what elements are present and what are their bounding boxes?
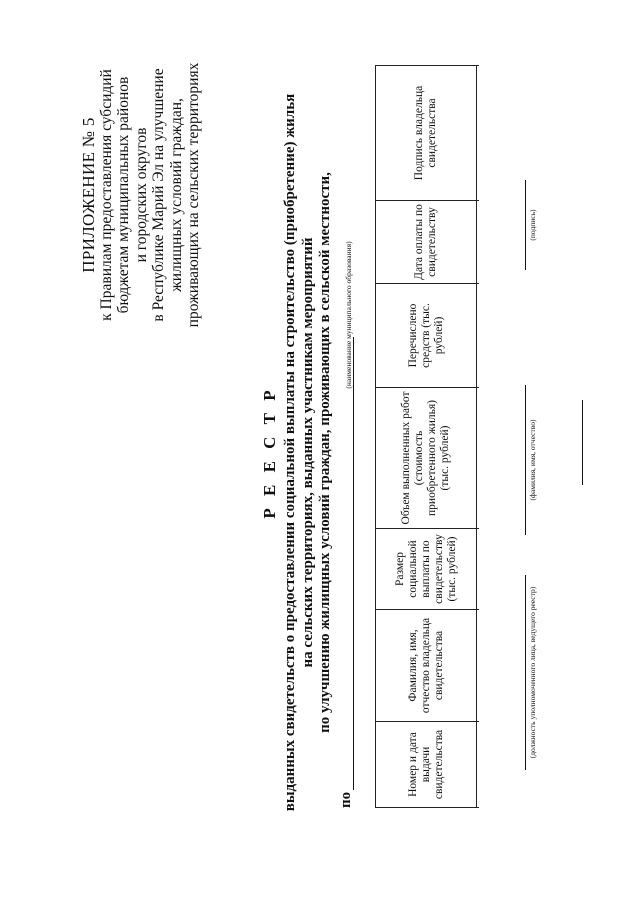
- col-header-payment-date: Дата оплаты по свидетельству: [376, 201, 477, 284]
- table-cell: [477, 610, 480, 722]
- municipality-hint: (наименование муниципального образования): [344, 241, 353, 389]
- register-table: [375, 65, 479, 808]
- annex-line: и городских округов: [132, 127, 150, 263]
- col-header-transferred-funds: Перечислено средств (тыс. рублей): [376, 284, 477, 388]
- register-subtitle: [282, 60, 335, 845]
- col-header-owner-signature: Подпись владельца свидетельства: [376, 66, 477, 201]
- name-caption: (фамилия, имя, отчество): [528, 419, 537, 501]
- table-cell: [477, 66, 480, 201]
- annex-line: к Правилам предоставления субсидий: [97, 69, 115, 321]
- table-cell: [477, 722, 480, 808]
- po-label: по: [338, 791, 354, 808]
- col-header-work-volume: Объем выполненных работ (стоимость приобретенного жилья) (тыс. рублей): [376, 388, 477, 529]
- subtitle-line: по улучшению жилищных условий граждан, проживающих в сельской местности,: [317, 172, 333, 733]
- name-signature-line: [525, 385, 526, 535]
- municipality-fill-line: [353, 337, 354, 790]
- annex-line: бюджетам муниципальных районов: [115, 76, 132, 314]
- table-cell: [477, 529, 480, 610]
- annex-number: ПРИЛОЖЕНИЕ № 5: [79, 117, 98, 273]
- closing-rule: [582, 400, 583, 485]
- table-header-row: [376, 66, 477, 808]
- subtitle-line: выданных свидетельств о предоставлении социальной выплаты на строительство (приобретение) жилья: [282, 93, 298, 812]
- position-caption: (должность уполномоченного лица, ведущего реестр): [528, 586, 537, 759]
- col-header-payment-size: Размер социальной выплаты по свидетельству (тыс. рублей): [376, 529, 477, 610]
- table-cell: [477, 284, 480, 388]
- table-cell: [477, 388, 480, 529]
- col-header-owner-name: Фамилия, имя, отчество владельца свидетельства: [376, 610, 477, 722]
- annex-line: жилищных условий граждан,: [167, 98, 185, 292]
- annex-line: проживающих на сельских территориях: [185, 62, 202, 328]
- annex-header: [80, 45, 203, 345]
- signature-line: [525, 180, 526, 270]
- table-row: [477, 66, 480, 808]
- position-signature-line: [525, 575, 526, 770]
- subtitle-line: на сельских территориях, выданных участникам мероприятий: [299, 237, 316, 668]
- register-title: Р Е Е С Т Р: [260, 386, 279, 519]
- table-cell: [477, 201, 480, 284]
- col-header-certificate-number: Номер и дата выдачи свидетельства: [376, 722, 477, 808]
- signature-caption: (подпись): [528, 209, 537, 241]
- annex-line: в Республике Марий Эл на улучшение: [150, 68, 167, 322]
